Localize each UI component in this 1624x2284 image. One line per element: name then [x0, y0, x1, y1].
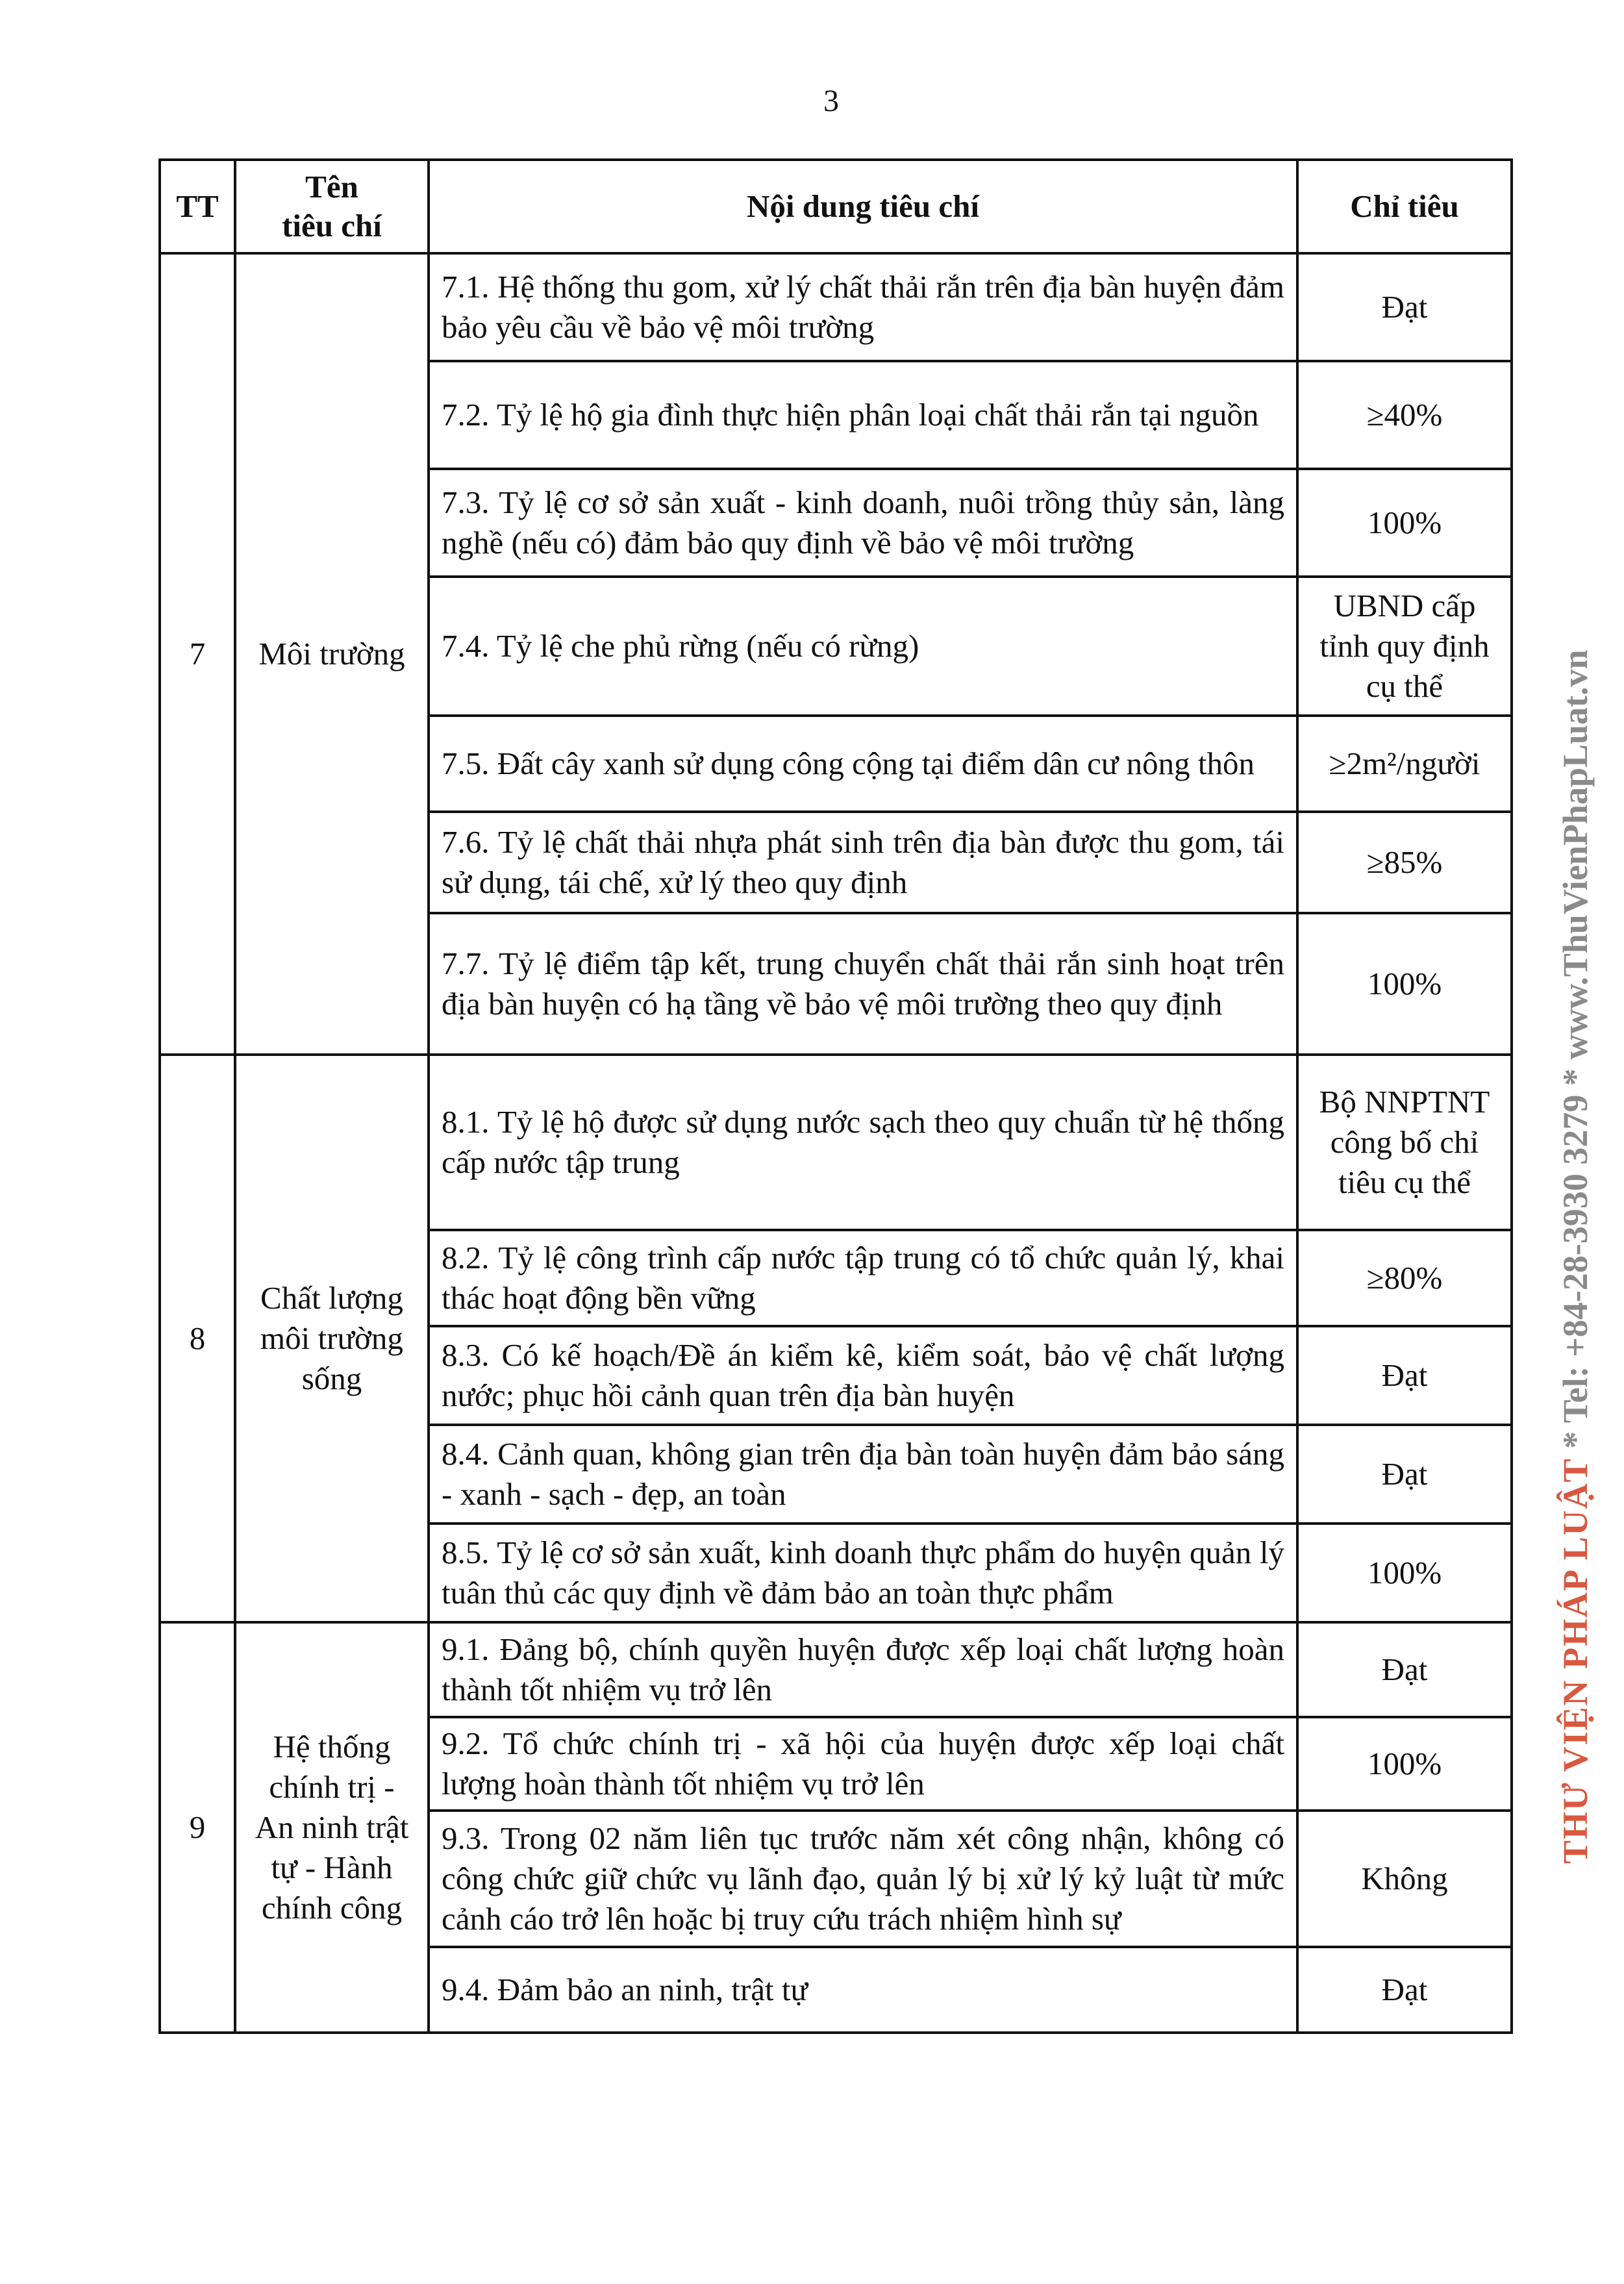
group-number: 8: [160, 1055, 235, 1622]
group-number: 7: [160, 253, 235, 1055]
criterion-target: Đạt: [1297, 253, 1512, 361]
criteria-table: [158, 158, 1513, 2034]
watermark: [1555, 649, 1595, 1864]
criterion-content: 8.1. Tỷ lệ hộ được sử dụng nước sạch theo quy chuẩn từ hệ thống cấp nước tập trung: [429, 1055, 1297, 1230]
header-tt: TT: [160, 160, 235, 253]
criterion-target: ≥85%: [1297, 812, 1512, 913]
header-row: [160, 160, 1512, 253]
criterion-content: 7.7. Tỷ lệ điểm tập kết, trung chuyển chất thải rắn sinh hoạt trên địa bàn huyện có hạ tầng về bảo vệ môi trường theo quy định: [429, 913, 1297, 1055]
criterion-target: UBND cấp tỉnh quy định cụ thể: [1297, 577, 1512, 716]
criterion-target: ≥80%: [1297, 1230, 1512, 1326]
group-name: Chất lượng môi trường sống: [235, 1055, 429, 1622]
header-criteria-name: Tên tiêu chí: [235, 160, 429, 253]
criterion-content: 9.1. Đảng bộ, chính quyền huyện được xếp loại chất lượng hoàn thành tốt nhiệm vụ trở lên: [429, 1622, 1297, 1717]
table-row: [160, 1055, 1512, 1230]
criterion-target: ≥40%: [1297, 361, 1512, 469]
criterion-target: Đạt: [1297, 1326, 1512, 1425]
criterion-content: 8.2. Tỷ lệ công trình cấp nước tập trung có tổ chức quản lý, khai thác hoạt động bền vững: [429, 1230, 1297, 1326]
page-number: 3: [823, 84, 839, 118]
criterion-target: Đạt: [1297, 1947, 1512, 2033]
criterion-target: ≥2m²/người: [1297, 716, 1512, 812]
table-row: [160, 253, 1512, 361]
criterion-content: 7.1. Hệ thống thu gom, xử lý chất thải rắn trên địa bàn huyện đảm bảo yêu cầu về bảo vệ môi trường: [429, 253, 1297, 361]
watermark-brand: THƯ VIỆN PHÁP LUẬT: [1556, 1457, 1595, 1864]
criterion-target: Bộ NNPTNT công bố chỉ tiêu cụ thể: [1297, 1055, 1512, 1230]
criterion-target: 100%: [1297, 1524, 1512, 1622]
header-target: Chỉ tiêu: [1297, 160, 1512, 253]
criterion-content: 7.5. Đất cây xanh sử dụng công cộng tại điểm dân cư nông thôn: [429, 716, 1297, 812]
criterion-content: 9.4. Đảm bảo an ninh, trật tự: [429, 1947, 1297, 2033]
header-criteria-content: Nội dung tiêu chí: [429, 160, 1297, 253]
criterion-content: 8.4. Cảnh quan, không gian trên địa bàn toàn huyện đảm bảo sáng - xanh - sạch - đẹp, an toàn: [429, 1425, 1297, 1524]
group-number: 9: [160, 1622, 235, 2033]
criterion-target: 100%: [1297, 913, 1512, 1055]
criterion-content: 7.4. Tỷ lệ che phủ rừng (nếu có rừng): [429, 577, 1297, 716]
criterion-content: 7.3. Tỷ lệ cơ sở sản xuất - kinh doanh, nuôi trồng thủy sản, làng nghề (nếu có) đảm bảo quy định về bảo vệ môi trường: [429, 469, 1297, 577]
group-name: Môi trường: [235, 253, 429, 1055]
criterion-content: 8.5. Tỷ lệ cơ sở sản xuất, kinh doanh thực phẩm do huyện quản lý tuân thủ các quy định về đảm bảo an toàn thực phẩm: [429, 1524, 1297, 1622]
table-row: [160, 1622, 1512, 1717]
criterion-content: 7.6. Tỷ lệ chất thải nhựa phát sinh trên địa bàn được thu gom, tái sử dụng, tái chế, xử lý theo quy định: [429, 812, 1297, 913]
criterion-target: 100%: [1297, 469, 1512, 577]
criterion-target: Đạt: [1297, 1622, 1512, 1717]
criterion-target: 100%: [1297, 1717, 1512, 1811]
criterion-content: 9.2. Tổ chức chính trị - xã hội của huyện được xếp loại chất lượng hoàn thành tốt nhiệm vụ trở lên: [429, 1717, 1297, 1811]
group-name: Hệ thống chính trị - An ninh trật tự - Hành chính công: [235, 1622, 429, 2033]
criterion-content: 7.2. Tỷ lệ hộ gia đình thực hiện phân loại chất thải rắn tại nguồn: [429, 361, 1297, 469]
watermark-contact: * Tel: +84-28-3930 3279 * www.ThuVienPhapLuat.vn: [1556, 649, 1595, 1449]
criterion-content: 9.3. Trong 02 năm liên tục trước năm xét công nhận, không có công chức giữ chức vụ lãnh đạo, quản lý bị xử lý kỷ luật từ mức cảnh cáo trở lên hoặc bị truy cứu trách nhiệm hình sự: [429, 1811, 1297, 1947]
criterion-target: Không: [1297, 1811, 1512, 1947]
criterion-target: Đạt: [1297, 1425, 1512, 1524]
criterion-content: 8.3. Có kế hoạch/Đề án kiểm kê, kiểm soát, bảo vệ chất lượng nước; phục hồi cảnh quan trên địa bàn huyện: [429, 1326, 1297, 1425]
